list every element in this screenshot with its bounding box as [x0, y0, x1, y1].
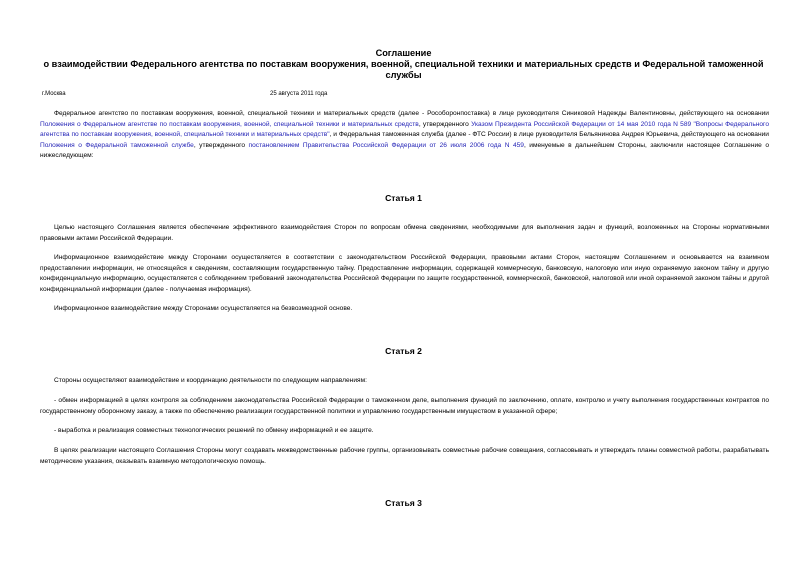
link-government-resolution[interactable]: постановлением Правительства Российской Федерации от 26 июля 2006 года N 459: [248, 141, 524, 149]
article-2-paragraph-1: Стороны осуществляют взаимодействие и координацию деятельности по следующим направлениям:: [54, 377, 367, 384]
document-date: 25 августа 2011 года: [270, 91, 328, 97]
link-presidential-decree[interactable]: Указом Президента Российской Федерации от 14 мая 2010 года N 589 "Вопросы Федерального агентства по поставкам вооружения, военной, специальной техники и материальных средств": [40, 120, 769, 139]
preamble-text-1: Федеральное агентство по поставкам вооружения, военной, специальной техники и материальных средств (далее - Рособоронпоставка) в лице руководителя Синиковой Надежды Валентиновны, действующего на основании: [54, 110, 769, 117]
article-1-paragraph-3: Информационное взаимодействие между Сторонами осуществляется на безвозмездной основе.: [54, 305, 353, 312]
document-title: Соглашение: [375, 48, 432, 58]
preamble-paragraph: [40, 109, 769, 162]
preamble-text-5: , именуемые в дальнейшем Стороны, заключили настоящее Соглашение о нижеследующем:: [40, 141, 769, 160]
article-1-paragraph-1: Целью настоящего Соглашения является обеспечение эффективного взаимодействия Сторон по вопросам обмена сведениями, необходимыми для выполнения задач и функций, возложенных на Стороны нормативными правовыми актами Российской Федерации.: [40, 224, 769, 242]
document-city: г.Москва: [42, 91, 66, 97]
document-subtitle: о взаимодействии Федерального агентства по поставкам вооружения, военной, специальной техники и материальных средств и Федеральной таможенной: [43, 59, 764, 69]
document-subtitle-end: службы: [385, 70, 422, 80]
article-2-paragraph-2: - обмен информацией в целях контроля за соблюдением законодательства Российской Федерации о таможенном деле, выполнения функций по заключению, оплате, контролю и учету выполнения государственных контрактов по государственному оборонному заказу, а также по обеспечению реализации государственной политики и управлению государственным имуществом в указанной сфере;: [40, 397, 769, 415]
article-2-paragraph-4: В целях реализации настоящего Соглашения Стороны могут создавать межведомственные рабочие группы, организовывать совместные рабочие совещания, согласовывать и утверждать планы совместной работы, разрабатывать методические указания, оказывать взаимную методологическую помощь.: [40, 447, 769, 465]
link-agency-regulation[interactable]: Положения о Федеральном агентстве по поставкам вооружения, военной, специальной техники и материальных средств: [40, 120, 419, 128]
article-1-paragraph-2: Информационное взаимодействие между Сторонами осуществляется в соответствии с законодательством Российской Федерации, правовыми актами Сторон, настоящим Соглашением и основывается на взаимном предоставлении информации, не относящейся к сведениям, составляющим государственную тайну. Предоставление информации, содержащей коммерческую, банковскую, налоговую или иную охраняемую законом тайну и другую конфиденциальную информацию, осуществляется с соблюдением требований законодательства Российской Федерации по защите государственной, коммерческой, банковской, налоговой или иной охраняемой законом тайны и другой конфиденциальной информации (далее - получаемая информация).: [40, 254, 769, 293]
article-2-heading: Статья 2: [385, 346, 422, 356]
link-customs-regulation[interactable]: Положения о Федеральной таможенной службе: [40, 141, 194, 149]
preamble-text-2: , утвержденного: [418, 120, 472, 128]
article-1-heading: Статья 1: [385, 193, 422, 203]
preamble-text-4: , утвержденного: [193, 141, 249, 149]
article-3-heading: Статья 3: [385, 498, 422, 508]
article-2-paragraph-3: - выработка и реализация совместных технологических решений по обмену информацией и ее защите.: [54, 427, 374, 434]
preamble-text-3: , и Федеральная таможенная служба (далее - ФТС России) в лице руководителя Бельянинова Андрея Юрьевича, действующего на основании: [329, 131, 769, 139]
